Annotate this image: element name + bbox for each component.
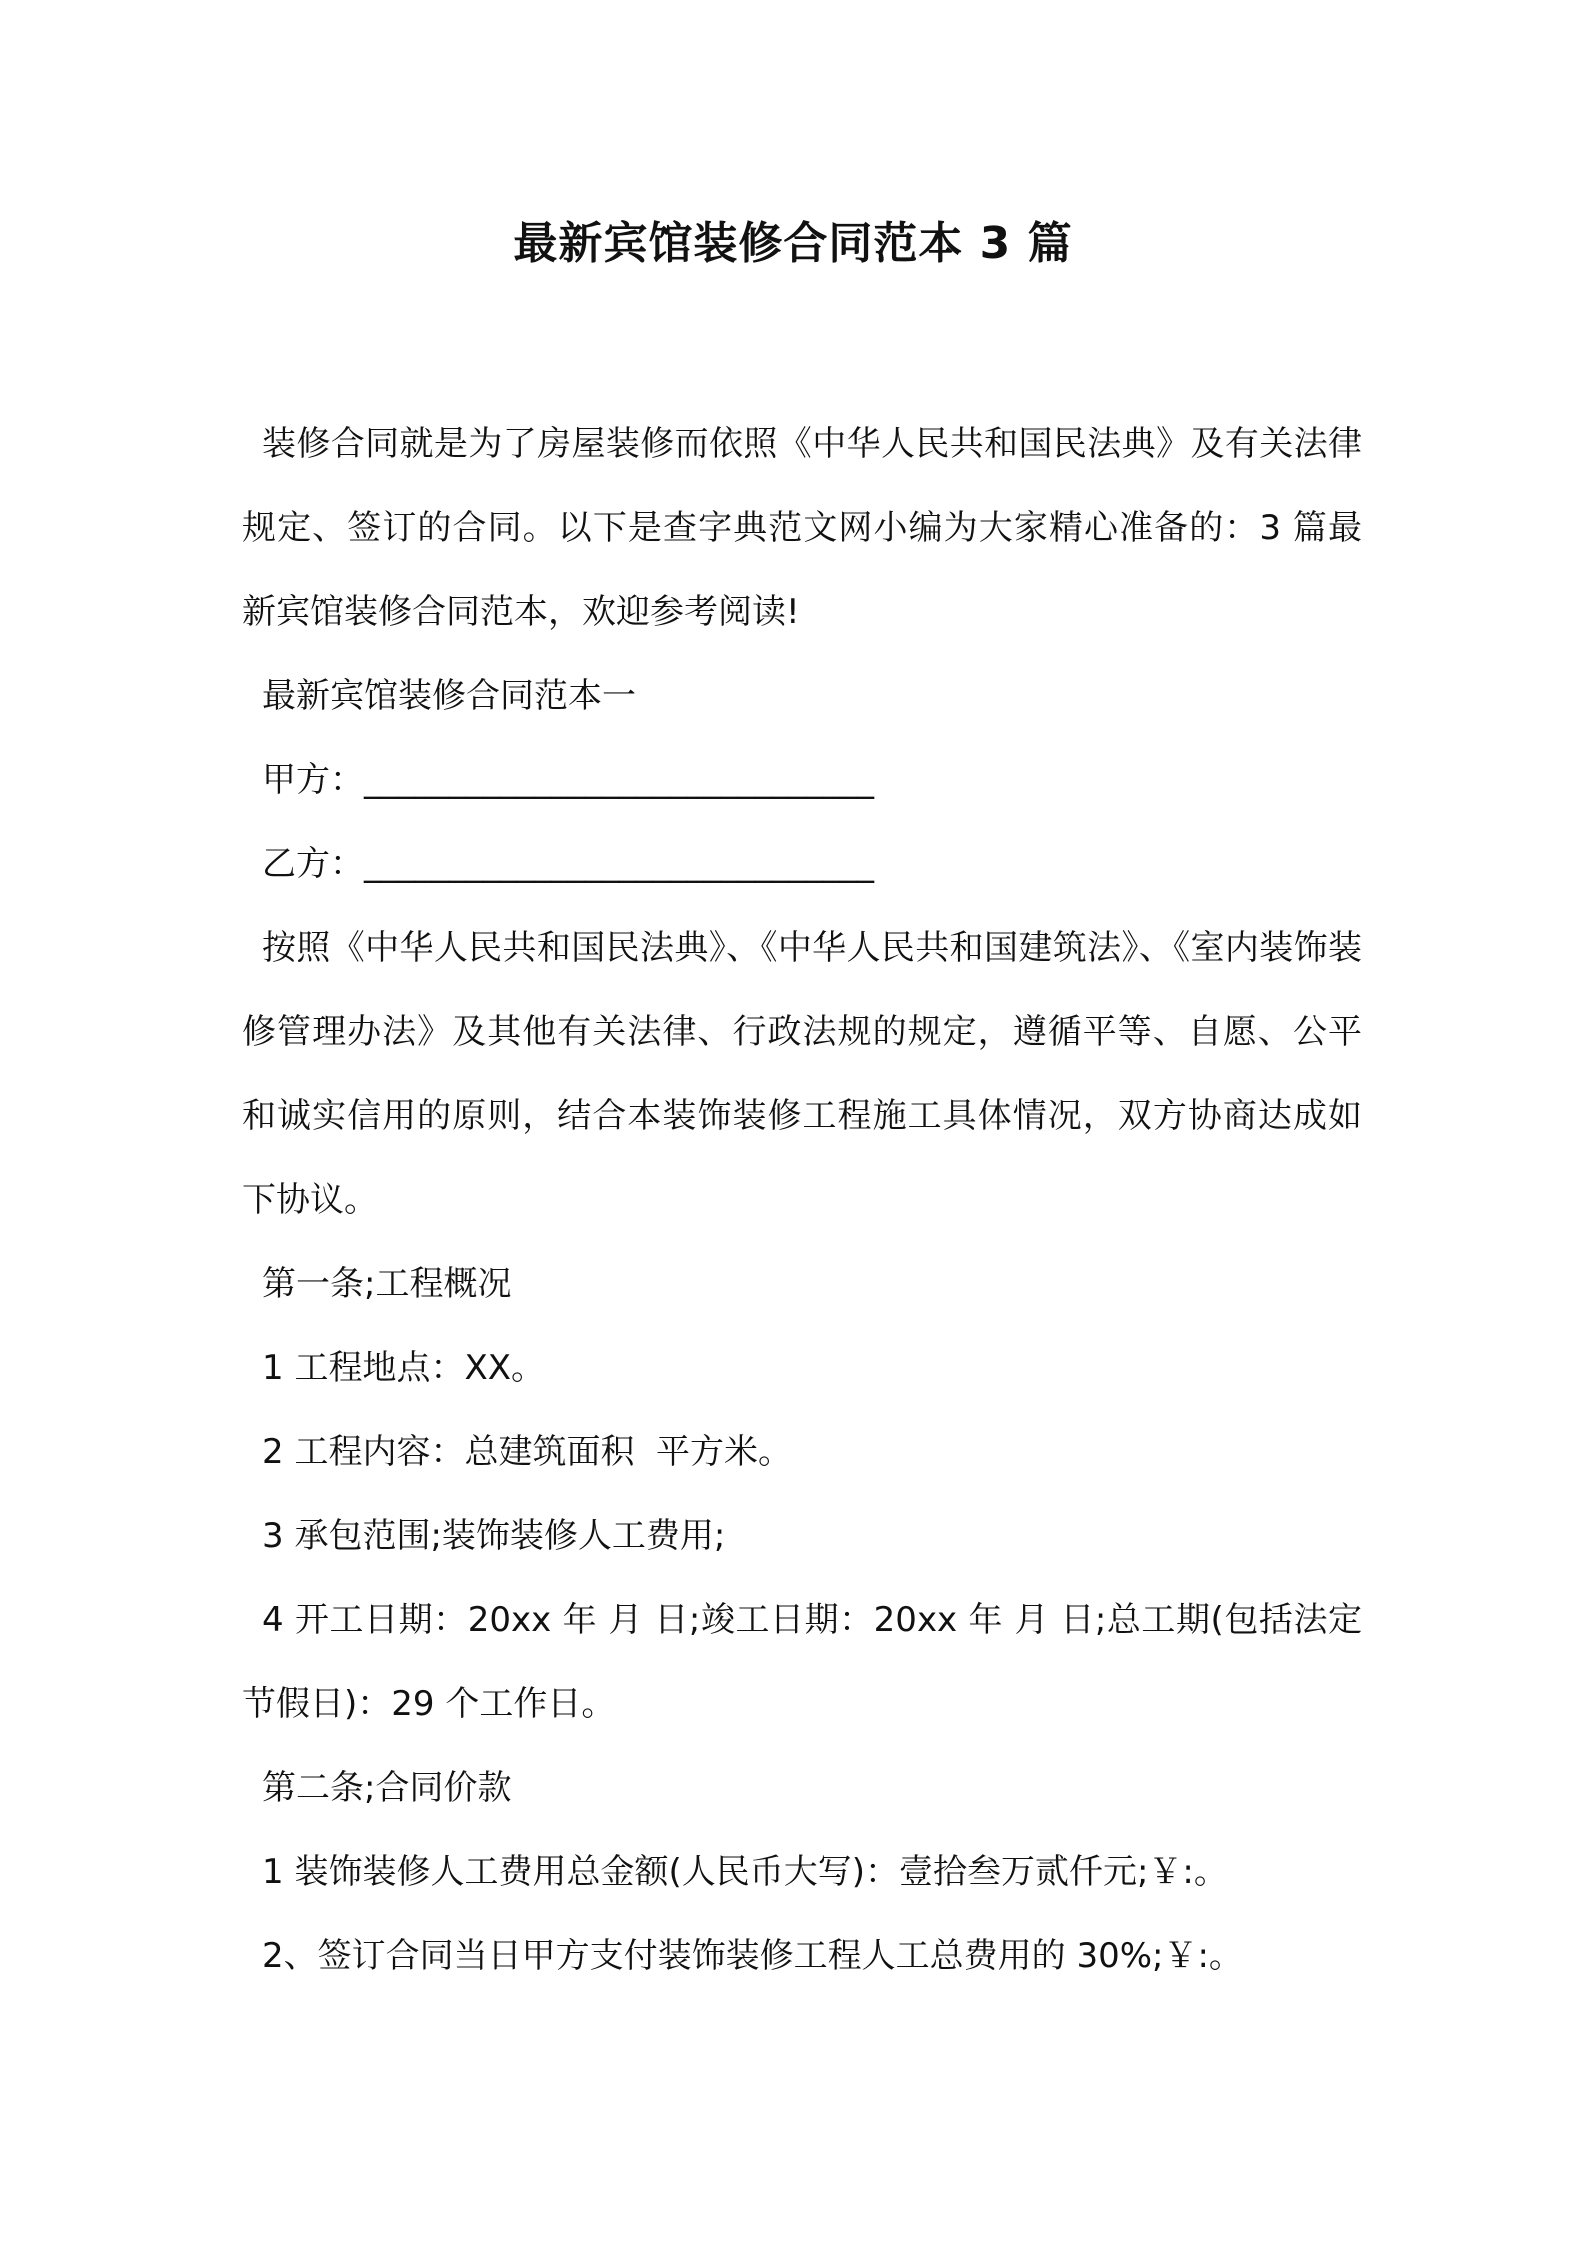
party-a-field: 甲方：______________________________	[262, 760, 874, 800]
article-1-item-2: 2 工程内容：总建筑面积 平方米。	[262, 1432, 793, 1472]
document-title: 最新宾馆装修合同范本 3 篇	[513, 218, 1073, 269]
document-body	[242, 402, 1362, 1998]
basis-paragraph: 按照《中华人民共和国民法典》、《中华人民共和国建筑法》、《室内装饰装修管理办法》及其他有关法律、行政法规的规定，遵循平等、自愿、公平和诚实信用的原则，结合本装饰装修工程施工具体情况，双方协商达成如下协议。	[242, 928, 1362, 1220]
article-1-item-3: 3 承包范围;装饰装修人工费用;	[262, 1516, 726, 1556]
article-2-title: 第二条;合同价款	[262, 1768, 512, 1808]
article-1-title: 第一条;工程概况	[262, 1264, 512, 1304]
article-2-item-2: 2、签订合同当日甲方支付装饰装修工程人工总费用的 30%;￥:。	[262, 1936, 1243, 1976]
article-1-item-1: 1 工程地点：XX。	[262, 1348, 546, 1388]
article-2-item-1: 1 装饰装修人工费用总金额(人民币大写)：壹拾叁万贰仟元;￥:。	[262, 1852, 1228, 1892]
intro-paragraph: 装修合同就是为了房屋装修而依照《中华人民共和国民法典》及有关法律规定、签订的合同。以下是查字典范文网小编为大家精心准备的：3 篇最新宾馆装修合同范本，欢迎参考阅读!	[242, 424, 1362, 632]
article-1-item-4: 4 开工日期：20xx 年 月 日;竣工日期：20xx 年 月 日;总工期(包括法定节假日)：29 个工作日。	[242, 1600, 1362, 1724]
party-b-field: 乙方：______________________________	[262, 844, 874, 884]
section-heading: 最新宾馆装修合同范本一	[262, 676, 636, 716]
